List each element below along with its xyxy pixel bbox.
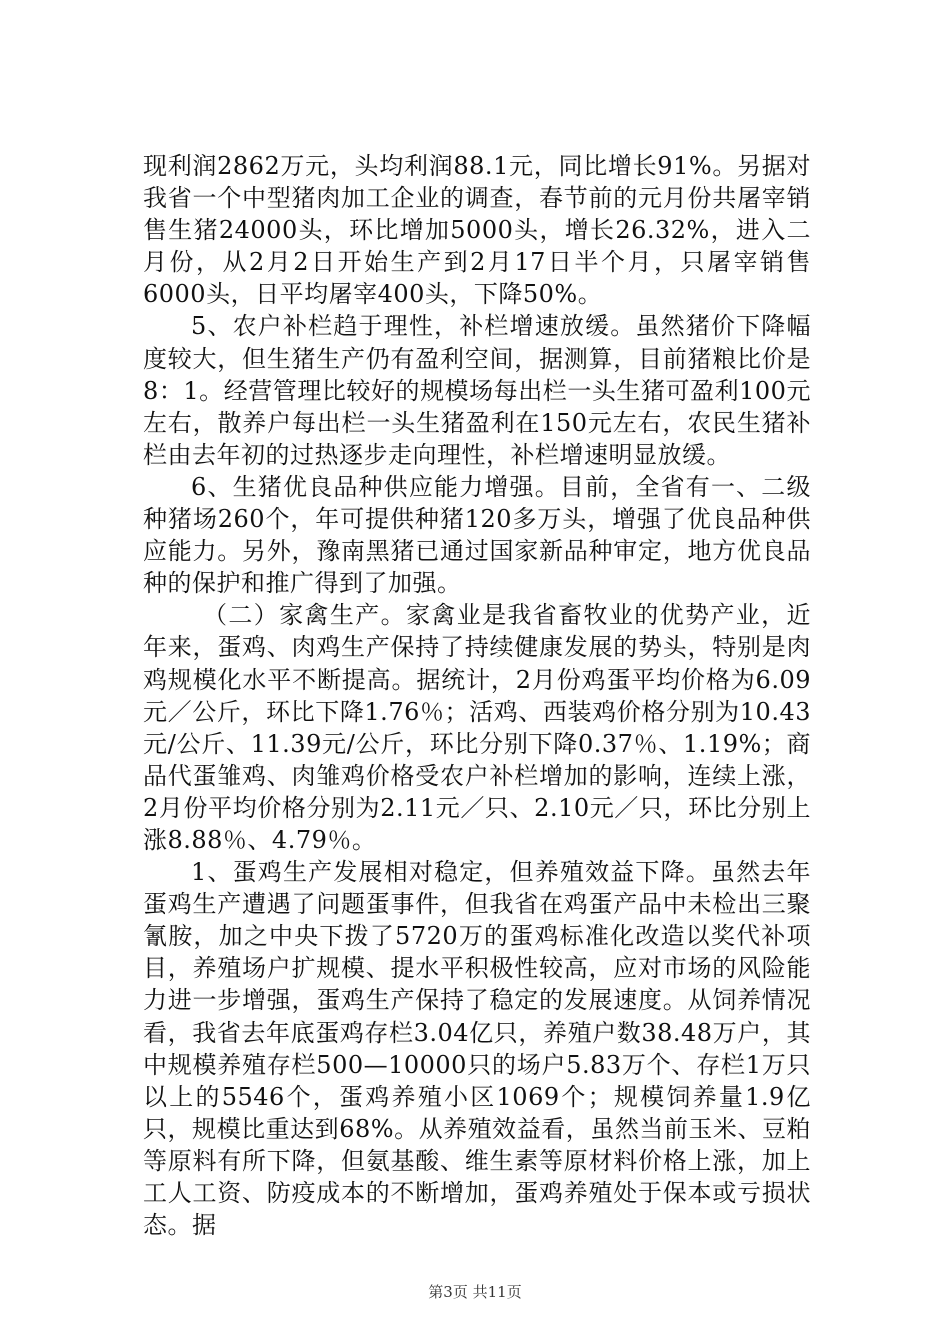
page-footer: 第3页 共11页 — [428, 1283, 522, 1301]
paragraph-layer-hens: 1、蛋鸡生产发展相对稳定，但养殖效益下降。虽然去年蛋鸡生产遭遇了问题蛋事件，但我省在鸡蛋产品中未检出三聚氰胺，加之中央下拨了5720万的蛋鸡标准化改造以奖代补项目，养殖场户扩规模、提水平积极性较高，应对市场的风险能力进一步增强，蛋鸡生产保持了稳定的发展速度。从饲养情况看，我省去年底蛋鸡存栏3.04亿只，养殖户数38.48万户，其中规模养殖存栏500—10000只的场户5.83万个、存栏1万只以上的5546个，蛋鸡养殖小区1069个；规模饲养量1.9亿只，规模比重达到68%。从养殖效益看，虽然当前玉米、豆粕等原料有所下降，但氨基酸、维生素等原材料价格上涨，加上工人工资、防疫成本的不断增加，蛋鸡养殖处于保本或亏损状态。据 — [143, 858, 811, 1240]
body-text — [143, 150, 811, 1241]
paragraph-profit: 现利润2862万元，头均利润88.1元，同比增长91%。另据对我省一个中型猪肉加工企业的调查，春节前的元月份共屠宰销售生猪24000头，环比增加5000头，增长26.32%，进入二月份，从2月2日开始生产到2月17日半个月，只屠宰销售6000头，日平均屠宰400头，下降50%。 — [143, 152, 811, 309]
paragraph-replenishment: 5、农户补栏趋于理性，补栏增速放缓。虽然猪价下降幅度较大，但生猪生产仍有盈利空间，据测算，目前猪粮比价是8：1。经营管理比较好的规模场每出栏一头生猪可盈利100元左右，散养户每出栏一头生猪盈利在150元左右，农民生猪补栏由去年初的过热逐步走向理性，补栏增速明显放缓。 — [143, 312, 811, 469]
paragraph-breeding: 6、生猪优良品种供应能力增强。目前，全省有一、二级种猪场260个，年可提供种猪120多万头，增强了优良品种供应能力。另外，豫南黑猪已通过国家新品种审定，地方优良品种的保护和推广得到了加强。 — [143, 472, 811, 598]
paragraph-poultry: （二）家禽生产。家禽业是我省畜牧业的优势产业，近年来，蛋鸡、肉鸡生产保持了持续健康发展的势头，特别是肉鸡规模化水平不断提高。据统计，2月份鸡蛋平均价格为6.09元／公斤，环比下降1.76％；活鸡、西装鸡价格分别为10.43元/公斤、11.39元/公斤，环比分别下降0.37％、1.19%；商品代蛋雏鸡、肉雏鸡价格受农户补栏增加的影响，连续上涨，2月份平均价格分别为2.11元／只、2.10元／只，环比分别上涨8.88％、4.79％。 — [143, 601, 811, 854]
